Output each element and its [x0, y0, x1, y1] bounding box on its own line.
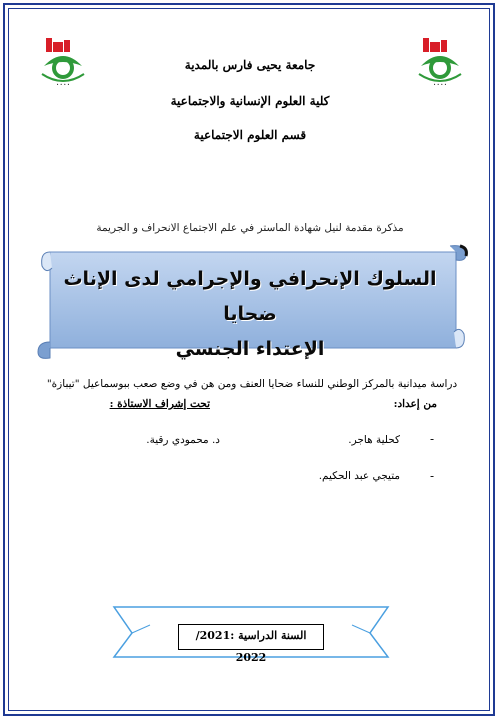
thesis-title-line-1: السلوك الإنحرافي والإجرامي لدى الإناث ضحايا — [63, 268, 437, 325]
svg-text:• • • •: • • • • — [433, 82, 447, 87]
supervisor-label: تحت إشراف الاستاذة : — [109, 398, 210, 410]
author-name-2: متيجي عبد الحكيم. — [318, 470, 400, 482]
supervisor-name: د. محمودي رقية. — [146, 434, 220, 446]
department-name: قسم العلوم الاجتماعية — [193, 128, 307, 142]
thesis-subtitle: مذكرة مقدمة لنيل شهادة الماستر في علم الاجتماع الانحراف و الجريمة — [96, 222, 404, 234]
author-bullet-2: - — [430, 469, 435, 483]
thesis-title — [58, 262, 442, 367]
author-name-1: كحلية هاجر. — [348, 434, 400, 446]
prepared-by-label: من إعداد: — [393, 398, 437, 410]
author-bullet-1: - — [430, 432, 435, 446]
study-description: دراسة ميدانية بالمركز الوطني للنساء ضحايا العنف ومن هن في وضع صعب ببوسماعيل "تيبازة" — [46, 378, 458, 390]
thesis-title-line-2: الإعتداء الجنسي — [175, 338, 325, 360]
university-name: جامعة يحيى فارس بالمدية — [184, 58, 316, 72]
academic-year: السنة الدراسية :2021/ 2022 — [178, 624, 324, 650]
faculty-name: كلية العلوم الإنسانية والاجتماعية — [170, 94, 330, 108]
svg-text:• • • •: • • • • — [56, 82, 70, 87]
